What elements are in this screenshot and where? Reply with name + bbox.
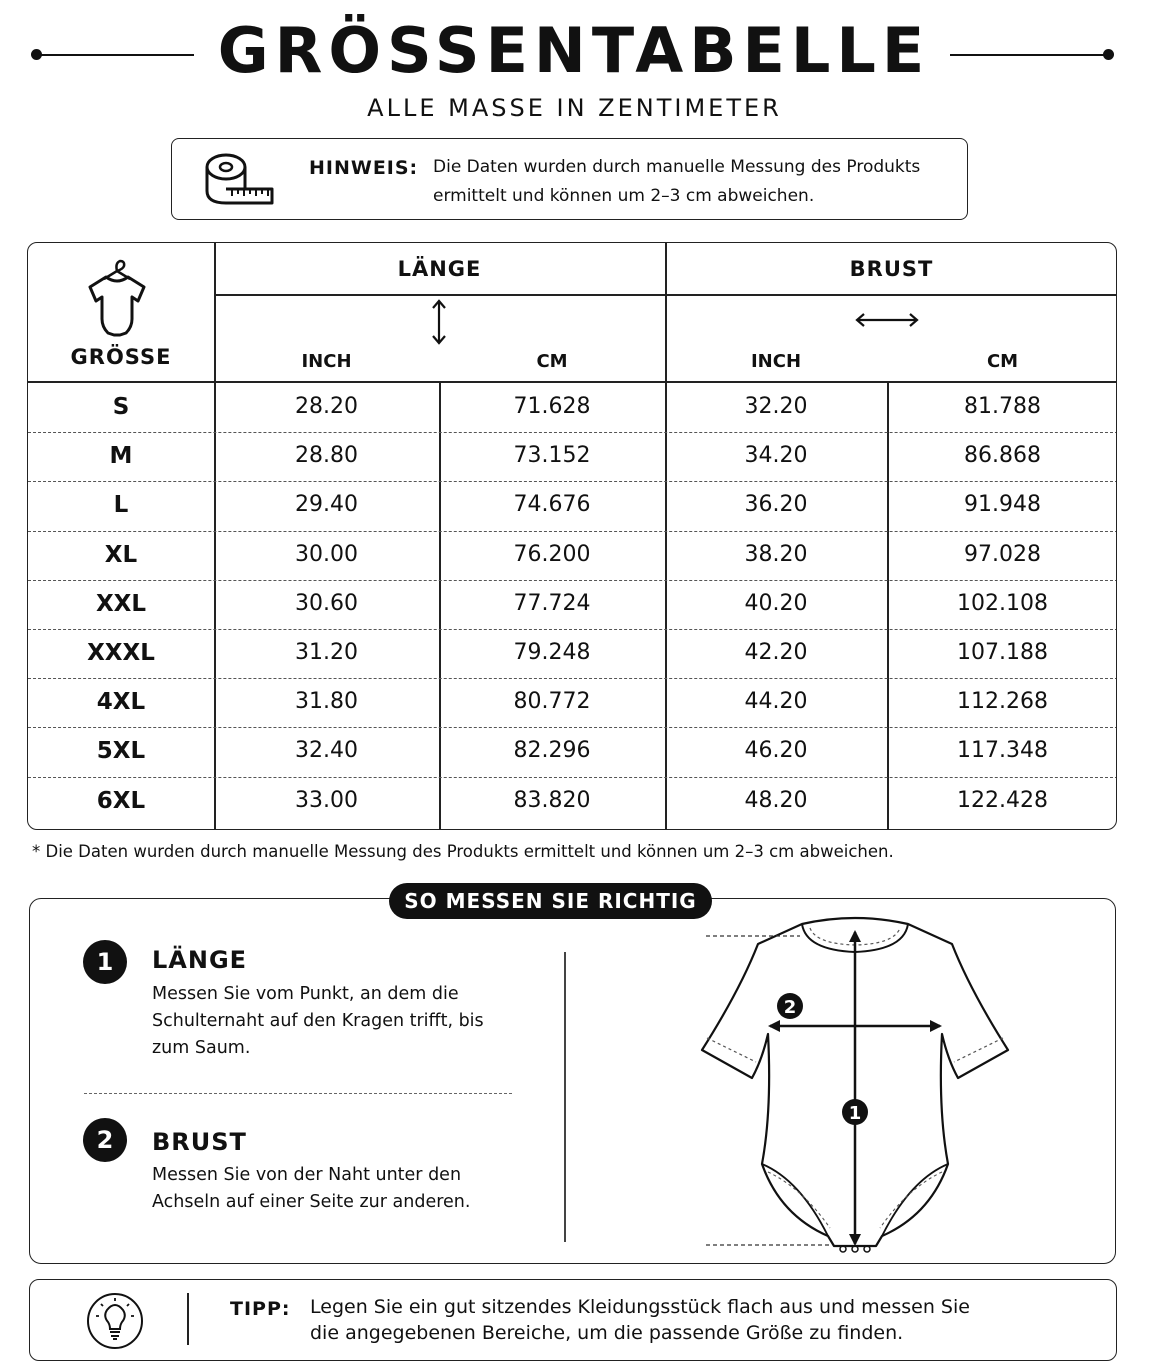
step-2-number: 2 xyxy=(83,1118,127,1162)
column-divider xyxy=(564,952,566,1242)
length-cm-cell: 80.772 xyxy=(513,689,591,715)
chest-inch-cell: 40.20 xyxy=(744,590,808,616)
length-inch-cell: 33.00 xyxy=(295,787,358,813)
tip-divider xyxy=(187,1293,189,1345)
chest-cm-cell: 97.028 xyxy=(964,541,1041,567)
note-text-line-1: Die Daten wurden durch manuelle Messung des Produkts xyxy=(433,157,921,177)
length-column-header: LÄNGE xyxy=(397,257,482,281)
row-divider xyxy=(28,432,1117,433)
chest-cm-cell: 117.348 xyxy=(957,738,1048,764)
title-dot-left xyxy=(31,49,42,60)
size-cell: M xyxy=(109,443,133,470)
length-cm-cell: 71.628 xyxy=(513,394,591,419)
chest-cm-header: CM xyxy=(986,351,1019,372)
chest-inch-cell: 44.20 xyxy=(744,689,808,715)
page-subtitle: ALLE MASSE IN ZENTIMETER xyxy=(367,94,782,122)
chest-inch-cell: 42.20 xyxy=(744,640,808,665)
size-cell: 5XL xyxy=(96,738,146,765)
chest-cm-cell: 112.268 xyxy=(957,689,1048,715)
step-2-line: Messen Sie von der Naht unter den xyxy=(152,1165,462,1185)
how-to-measure-badge: SO MESSEN SIE RICHTIG xyxy=(389,883,712,919)
row-divider xyxy=(28,777,1117,778)
diagram-length-label: 1 xyxy=(848,1103,862,1124)
title-divider-left xyxy=(36,54,194,56)
step-2-line: Achseln auf einer Seite zur anderen. xyxy=(152,1192,471,1212)
tip-box xyxy=(29,1279,1117,1361)
length-cm-cell: 73.152 xyxy=(513,443,591,469)
tip-text xyxy=(310,1294,1100,1346)
table-divider xyxy=(28,381,1117,383)
length-inch-cell: 31.80 xyxy=(295,689,358,715)
size-cell: XXXL xyxy=(87,640,155,666)
step-1-line: Messen Sie vom Punkt, an dem die xyxy=(152,984,459,1004)
horizontal-arrow-icon xyxy=(854,311,920,329)
title-dot-right xyxy=(1103,49,1114,60)
vertical-arrow-icon xyxy=(430,298,448,346)
length-cm-cell: 77.724 xyxy=(513,590,591,616)
chest-cm-cell: 107.188 xyxy=(957,640,1048,665)
chest-inch-cell: 36.20 xyxy=(744,492,808,518)
chest-inch-header: INCH xyxy=(750,351,802,372)
title-row xyxy=(0,8,1149,88)
length-inch-cell: 31.20 xyxy=(295,640,358,665)
size-column-header: GRÖSSE xyxy=(70,345,172,369)
table-divider xyxy=(214,294,1117,296)
step-2-text xyxy=(152,1162,470,1216)
lightbulb-icon xyxy=(86,1292,144,1350)
row-divider xyxy=(28,727,1117,728)
size-cell: XL xyxy=(104,541,138,568)
chest-cm-cell: 102.108 xyxy=(957,590,1048,616)
length-inch-cell: 29.40 xyxy=(295,492,358,518)
row-divider xyxy=(28,580,1117,581)
chest-cm-cell: 81.788 xyxy=(964,394,1041,419)
size-cell: S xyxy=(112,394,130,420)
length-cm-cell: 83.820 xyxy=(513,787,591,813)
footnote: * Die Daten wurden durch manuelle Messung des Produkts ermittelt und können um 2–3 cm abweichen. xyxy=(32,842,894,861)
chest-inch-cell: 46.20 xyxy=(744,738,808,764)
step-divider xyxy=(84,1093,512,1094)
row-divider xyxy=(28,678,1117,679)
page-title: GRÖSSENTABELLE xyxy=(217,14,931,87)
length-cm-cell: 82.296 xyxy=(513,738,591,764)
chest-column-header: BRUST xyxy=(849,257,934,281)
size-cell: L xyxy=(113,492,129,519)
size-cell: 6XL xyxy=(96,787,146,814)
bodysuit-measurement-diagram xyxy=(690,910,1020,1260)
step-1-line: Schulternaht auf den Kragen trifft, bis xyxy=(152,1011,484,1031)
title-divider-right xyxy=(950,54,1108,56)
chest-inch-cell: 32.20 xyxy=(744,394,808,419)
step-1-text xyxy=(152,981,484,1062)
row-divider xyxy=(28,481,1117,482)
length-cm-cell: 76.200 xyxy=(513,541,591,567)
length-inch-cell: 28.20 xyxy=(295,394,358,419)
chest-cm-cell: 122.428 xyxy=(957,787,1048,813)
row-divider xyxy=(28,629,1117,630)
length-cm-header: CM xyxy=(536,351,568,372)
length-inch-header: INCH xyxy=(301,351,352,372)
chest-cm-cell: 86.868 xyxy=(964,443,1041,469)
length-cm-cell: 79.248 xyxy=(513,640,591,665)
chest-inch-cell: 38.20 xyxy=(744,541,808,567)
size-cell: 4XL xyxy=(96,689,146,716)
step-1-line: zum Saum. xyxy=(152,1038,251,1058)
tip-label: TIPP: xyxy=(230,1298,291,1320)
note-label: HINWEIS: xyxy=(309,157,419,179)
chest-inch-cell: 48.20 xyxy=(744,787,808,813)
tip-text-line-1: Legen Sie ein gut sitzendes Kleidungsstück flach aus und messen Sie xyxy=(310,1296,970,1318)
note-text-line-2: ermittelt und können um 2–3 cm abweichen. xyxy=(433,186,815,206)
bodysuit-hanger-icon xyxy=(82,257,152,339)
length-cm-cell: 74.676 xyxy=(513,492,591,518)
length-inch-cell: 32.40 xyxy=(295,738,358,764)
step-1-number: 1 xyxy=(83,940,127,984)
step-1-title: LÄNGE xyxy=(152,946,248,974)
chest-inch-cell: 34.20 xyxy=(744,443,808,469)
tip-text-line-2: die angegebenen Bereiche, um die passende Größe zu finden. xyxy=(310,1322,904,1344)
length-inch-cell: 30.60 xyxy=(295,590,358,616)
note-box xyxy=(171,138,968,220)
measuring-tape-icon xyxy=(204,151,276,207)
diagram-chest-label: 2 xyxy=(783,997,797,1018)
chest-cm-cell: 91.948 xyxy=(964,492,1041,518)
length-inch-cell: 30.00 xyxy=(295,541,358,567)
size-cell: XXL xyxy=(95,590,147,617)
size-table xyxy=(27,242,1117,830)
step-2-title: BRUST xyxy=(152,1128,247,1156)
row-divider xyxy=(28,531,1117,532)
note-text xyxy=(433,153,953,211)
length-inch-cell: 28.80 xyxy=(295,443,358,469)
